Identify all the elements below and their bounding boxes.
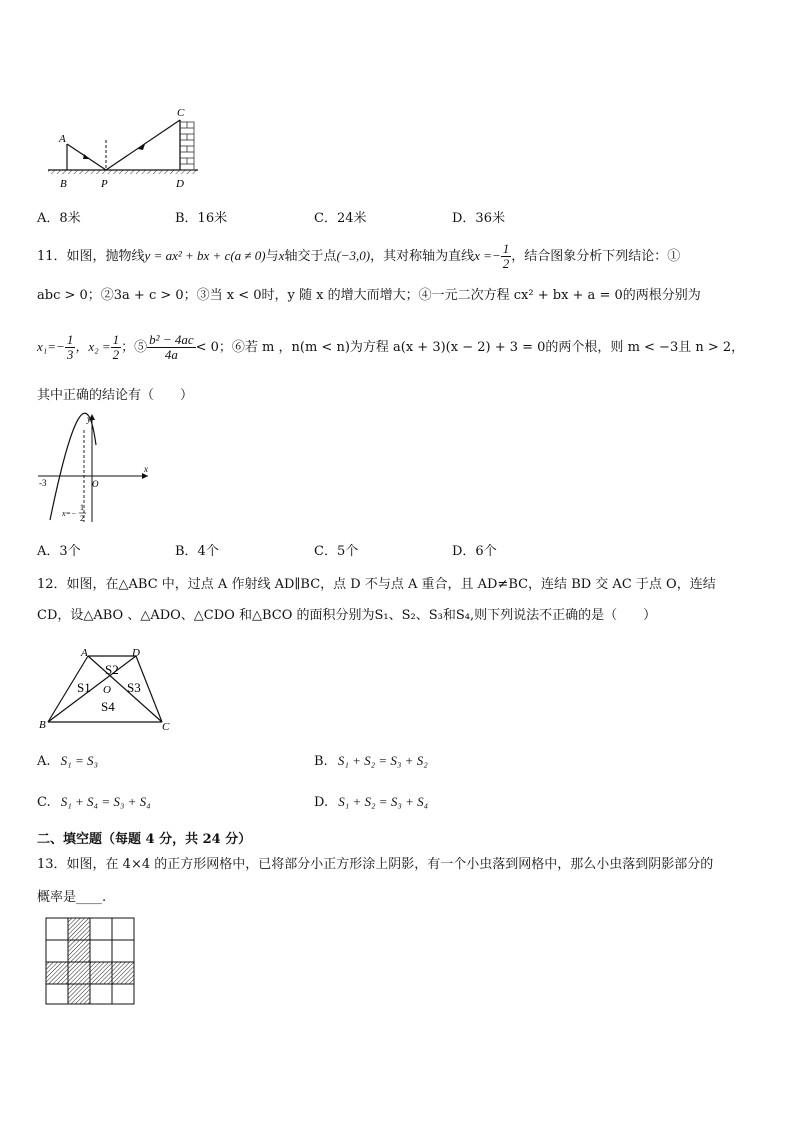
q12-option-d[interactable] (314, 794, 428, 810)
label-d: D (176, 178, 184, 190)
axis-label-den: 2 (80, 514, 84, 523)
q11-text-symmetry: ，其对称轴为直线 (370, 249, 475, 264)
shaded-cell (90, 962, 112, 984)
q11-text-and: 与 (265, 249, 279, 264)
label-s1: S1 (77, 680, 91, 695)
diagonal-ac (88, 656, 162, 722)
diagonal-bd (48, 656, 136, 722)
q12-trapezoid-figure (36, 646, 176, 732)
arrow-ap (83, 154, 90, 159)
q10-option-c[interactable]: C．24米 (314, 211, 367, 226)
q11-line-1 (37, 242, 680, 271)
q11-conclusion-5: ；⑤ (121, 340, 148, 355)
q11-option-a[interactable]: A．3个 (37, 544, 81, 559)
q12-option-c[interactable] (37, 794, 151, 810)
option-letter: B. (314, 754, 328, 769)
frac-den: 2 (112, 347, 120, 362)
q11-parabola-eq: y = ax² + bx + c(a ≠ 0) (144, 248, 266, 263)
q11-line-4: 其中正确的结论有（ ） (37, 388, 194, 403)
frac-num: 1 (112, 332, 120, 347)
q11-option-c[interactable]: C．5个 (314, 544, 359, 559)
q10-option-a[interactable]: A．8米 (37, 211, 81, 226)
label-o: O (103, 684, 111, 696)
option-expr: S₁ = S₃ (60, 753, 98, 768)
q11-x1-fraction (65, 333, 76, 362)
frac-num: b² − 4ac (149, 332, 194, 347)
q11-parabola-graph (36, 410, 161, 528)
shaded-cell (46, 962, 68, 984)
q11-x1: x₁=− (37, 339, 65, 354)
frac-num: 1 (502, 241, 510, 256)
section-2-heading: 二、填空题（每题 4 分，共 24 分） (37, 832, 252, 847)
option-letter: C. (37, 795, 51, 810)
shaded-cell (68, 918, 90, 940)
option-expr: S₁ + S₂ = S₃ + S₄ (338, 794, 429, 809)
label-a: A (81, 647, 88, 659)
q11-intro: 11．如图，抛物线 (37, 249, 145, 264)
q11-conclusion-6: < 0；⑥若 m ，n(m < n)为方程 a(x + 3)(x − 2) + 3 = 0的两个根，则 m < −3且 n > 2， (195, 340, 745, 355)
frac-num: 1 (66, 332, 74, 347)
q13-line-2: 概率是____. (37, 890, 107, 905)
label-b: B (60, 178, 67, 190)
frac-den: 2 (502, 256, 510, 271)
frac-den: 3 (66, 347, 74, 362)
minus3-label: -3 (39, 478, 47, 488)
q12-line-2: CD，设△ABO 、△ADO、△CDO 和△BCO 的面积分别为S₁、S₂、S₃和S₄,则下列说法不正确的是（ ） (37, 608, 657, 623)
ray-pc (106, 120, 180, 170)
option-letter: D. (314, 795, 329, 810)
q11-option-d[interactable]: D．6个 (452, 544, 497, 559)
y-label: y (87, 414, 91, 424)
q12-line-1: 12．如图，在△ABC 中，过点 A 作射线 AD∥BC，点 D 不与点 A 重合，且 AD≠BC，连结 BD 交 AC 于点 O，连结 (37, 577, 716, 592)
q11-text-conclusions: ，结合图象分析下列结论：① (511, 249, 681, 264)
q13-line-1: 13．如图，在 4×4 的正方形网格中，已将部分小正方形涂上阴影，有一个小虫落到网格中，那么小虫落到阴影部分的 (37, 857, 714, 872)
q11-text-axis: 轴交于点 (284, 249, 337, 264)
q13-grid-figure (44, 916, 136, 1006)
q11-option-b[interactable]: B．4个 (175, 544, 219, 559)
q11-axis-eq: x =− (474, 248, 501, 263)
label-b: B (39, 719, 46, 731)
label-s4: S4 (101, 699, 115, 714)
x-label: x (144, 464, 148, 474)
label-d: D (132, 647, 140, 659)
label-s3: S3 (127, 680, 141, 695)
q11-x2: ，x₂ = (75, 339, 111, 354)
shaded-cell (112, 962, 134, 984)
option-letter: A. (37, 754, 51, 769)
shaded-cell (68, 984, 90, 1004)
q11-point: (−3,0) (336, 248, 371, 263)
shaded-cell (68, 962, 90, 984)
label-p: P (101, 178, 108, 190)
shaded-cell (68, 940, 90, 962)
label-a: A (59, 133, 66, 145)
q11-x-var: x (278, 248, 285, 263)
q11-x2-fraction (111, 333, 122, 362)
parabola-curve (50, 413, 96, 520)
q12-option-a[interactable] (37, 753, 98, 769)
q10-figure (40, 100, 210, 192)
q11-line-2: abc > 0；②3a + c > 0；③当 x < 0时，y 随 x 的增大而增大；④一元二次方程 cx² + bx + a = 0的两根分别为 (37, 288, 701, 303)
label-c: C (162, 721, 170, 732)
label-c: C (177, 107, 185, 119)
axis-label-num: 1 (80, 503, 84, 512)
q11-line-3 (37, 330, 744, 365)
frac-den: 4a (164, 347, 178, 362)
q10-option-b[interactable]: B．16米 (175, 211, 228, 226)
option-expr: S₁ + S₄ = S₃ + S₄ (60, 794, 151, 809)
q10-option-d[interactable]: D．36米 (452, 211, 505, 226)
grid-lines (46, 918, 134, 1004)
origin-label: O (92, 479, 99, 489)
wall-bricks (180, 122, 194, 170)
axis-label: x=− (62, 509, 77, 518)
q11-discriminant-fraction (147, 333, 195, 362)
q11-axis-fraction (501, 242, 512, 271)
label-s2: S2 (105, 662, 119, 677)
option-expr: S₁ + S₂ = S₃ + S₂ (337, 753, 428, 768)
q12-option-b[interactable] (314, 753, 428, 769)
